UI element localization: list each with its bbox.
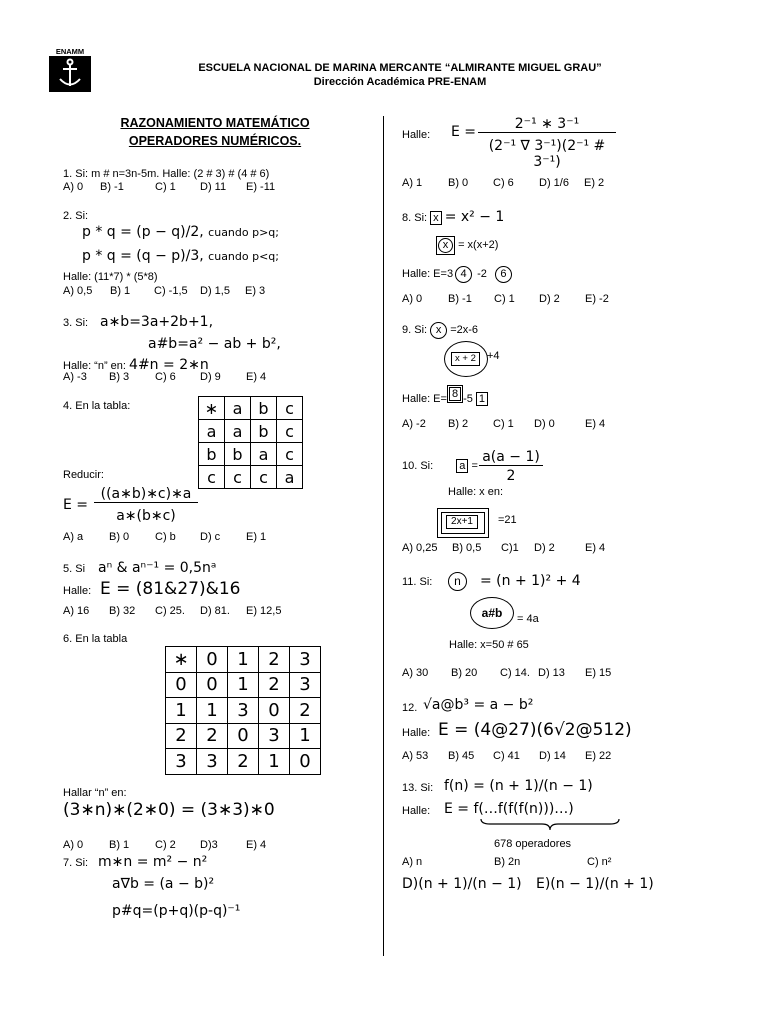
problem-11-find: Halle: x=50 # 65 [449,639,529,651]
table-cell: c [277,397,303,420]
problem-10-label [402,459,478,473]
table-cell: 2 [197,723,228,749]
option-b: B) 1 [110,285,131,297]
option-a: A) 16 [63,605,90,617]
option-d: D) 9 [200,371,221,383]
problem-8-options [402,293,632,307]
problem-9-def1-row [402,322,478,339]
option-d: D) 11 [200,181,227,193]
problem-13-option-c: C) n² [587,856,612,868]
box-a: a [456,459,468,473]
table-cell: a [225,420,251,443]
table-cell: c [277,443,303,466]
problem-10-rhs: =21 [498,514,517,526]
table-cell: 3 [290,672,321,698]
problem-12-find-expr: E = (4@27)(6√2@512) [438,720,632,740]
option-c: C) 6 [493,177,514,189]
table-cell: c [199,466,225,489]
problem-5-find-label: Halle: [63,585,92,597]
problem-10-options [402,542,632,556]
option-e: E) 1 [246,531,267,543]
option-b: B) 20 [451,667,478,679]
table-row [166,698,321,724]
table-cell: 0 [197,672,228,698]
circle-x: x [438,238,453,253]
table-cell: 1 [290,723,321,749]
num-8: 8 [449,387,461,401]
label: 8. Si: [402,212,428,224]
problem-11-options [402,667,632,681]
table-cell: 1 [228,647,259,673]
problem-6-label: 6. En la tabla [63,633,128,645]
problem-12-options [402,750,632,764]
option-d: D)3 [200,839,218,851]
table-cell: 0 [259,698,290,724]
problem-6-find-expr: (3∗n)∗(2∗0) = (3∗3)∗0 [63,800,275,820]
problem-4-label: 4. En la tabla: [63,400,131,412]
table-row [166,672,321,698]
option-c: C) 6 [155,371,176,383]
table-cell: 2 [259,672,290,698]
table-row [199,443,303,466]
table-cell: 2 [259,647,290,673]
problem-7-def1: m∗n = m² − n² [98,854,208,870]
problem-5-options [63,605,293,619]
option-a: A) 1 [402,177,423,189]
option-a: A) -2 [402,418,426,430]
option-b: B) 2 [448,418,469,430]
def1: =2x-6 [450,324,479,336]
problem-9-find [402,390,488,408]
problem-7-def3: p#q=(p+q)(p-q)⁻¹ [112,903,241,919]
problem-2-def2 [82,248,279,264]
problem-10-numerator: a(a − 1) [479,449,543,466]
label: 10. Si: [402,460,434,472]
option-b: B) 0 [109,531,130,543]
table-cell: 3 [197,749,228,775]
table-row [166,749,321,775]
find-label: Halle: “n” en: [63,360,126,372]
table-cell: a [277,466,303,489]
problem-8-def2-row [436,236,498,255]
problem-10-denominator: 2 [506,468,516,484]
table-cell: b [251,397,277,420]
option-d: D) 0 [534,418,555,430]
table-row [199,397,303,420]
table-cell: b [225,443,251,466]
problem-12-find-label: Halle: [402,727,431,739]
option-b: B) 0,5 [452,542,482,554]
problem-7-def2: a∇b = (a − b)² [112,876,215,892]
problem-2-label: 2. Si: [63,210,89,222]
minus-5: -5 [463,393,473,405]
box-1: 1 [476,392,488,406]
option-e: E) 4 [585,418,606,430]
circled-6: 6 [495,266,512,283]
option-b: B) -1 [448,293,472,305]
circled-4: 4 [455,266,472,283]
def1-expr: p * q = (p − q)/2, [82,224,204,240]
option-c: C) 2 [155,839,176,851]
minus-2: -2 [477,268,487,280]
def2-cond: cuando p<q; [208,250,280,263]
option-c: C) 14. [500,667,530,679]
problem-7-denominator: (2⁻¹ ∇ 3⁻¹)(2⁻¹ # 3⁻¹) [488,138,606,170]
circle-x: x [430,322,447,339]
problem-11-def1: = (n + 1)² + 4 [480,573,581,589]
problem-11-label: 11. Si: [402,576,433,588]
problem-10-find: Halle: x en: [448,486,504,498]
underbrace [480,818,620,837]
table-cell: 3 [259,723,290,749]
option-a: A) 53 [402,750,429,762]
problem-9-options [402,418,632,432]
table-cell: 1 [228,672,259,698]
option-c: C) -1,5 [154,285,188,297]
problem-13-brace-label: 678 operadores [494,838,572,850]
eq: = [471,460,478,472]
problem-5-def: aⁿ & aⁿ⁻¹ = 0,5nᵃ [98,560,217,576]
problem-3-def2: a#b=a² − ab + b², [148,336,281,352]
problem-5-label: 5. Si [63,563,86,575]
problem-2-def1 [82,224,279,240]
def1: = x² − 1 [444,209,505,225]
problem-9-plus4: +4 [487,350,500,362]
table-row [199,466,303,489]
option-a: A) -3 [63,371,87,383]
option-e: E) -11 [246,181,276,193]
double-box-8 [447,385,463,403]
problem-13-find-expr: E = f(…f(f(f(n)))…) [444,801,574,817]
operation-table-6 [165,646,321,775]
table-cell: a [199,420,225,443]
table-cell: 0 [228,723,259,749]
table-cell: b [251,420,277,443]
school-name: ESCUELA NACIONAL DE MARINA MERCANTE “ALMIRANTE MIGUEL GRAU” [198,62,602,74]
table-row [166,723,321,749]
option-a: A) 30 [402,667,429,679]
problem-10-inner-box: 2x+1 [446,515,478,529]
table-cell: 2 [228,749,259,775]
logo-text: ENAMM [55,47,85,56]
find-text: Halle: E=3 [402,268,454,280]
label: 9. Si: [402,324,428,336]
table-cell: c [225,466,251,489]
column-divider [383,116,384,956]
table-cell: a [251,443,277,466]
problem-13-label: 13. Si: [402,782,434,794]
box-operator: x [430,211,442,225]
option-e: E) 4 [246,839,267,851]
option-a: A) 0,25 [402,542,438,554]
table-cell: a [225,397,251,420]
table-cell: 0 [290,749,321,775]
department-name: Dirección Académica PRE-ENAM [313,76,487,88]
table-row [166,647,321,673]
problem-3-options [63,371,293,385]
table-cell: 0 [166,672,197,698]
option-a: A) 0 [63,839,84,851]
circle-box-operator [436,236,455,255]
option-d: D) 2 [534,542,555,554]
problem-2-find: Halle: (11*7) * (5*8) [63,271,158,283]
table-cell: 1 [166,698,197,724]
problem-11-def2: = 4a [517,613,539,625]
problem-2-options [63,285,293,299]
problem-5-find-expr: E = (81&27)&16 [100,579,241,599]
option-e: E) 4 [585,542,606,554]
problem-1-stem: 1. Si: m # n=3n-5m. Halle: (2 # 3) # (4 # 6) [63,168,270,180]
option-d: D) 13 [538,667,565,679]
table-cell: c [251,466,277,489]
problem-7-E-label: E = [451,124,477,140]
def1-cond: cuando p>q; [208,226,280,239]
problem-1-options [63,181,293,195]
problem-7-label: 7. Si: [63,857,89,869]
option-c: C) 25. [155,605,185,617]
problem-4-E-label: E = [63,497,89,513]
option-d: D) 1/6 [539,177,569,189]
def2: = x(x+2) [458,239,499,251]
problem-3-def1: a∗b=3a+2b+1, [100,314,214,330]
table-cell: 1 [197,698,228,724]
option-b: B) 1 [109,839,130,851]
option-b: B) 0 [448,177,469,189]
option-b: B) 3 [109,371,130,383]
problem-4-denominator: a∗(b∗c) [116,508,176,524]
problem-6-options [63,839,293,853]
find-expr: 4#n = 2∗n [129,357,209,373]
option-b: B) 32 [109,605,136,617]
option-e: E) 22 [585,750,612,762]
option-c: C) 1 [494,293,515,305]
table-cell: 2 [290,698,321,724]
option-d: D) c [200,531,221,543]
option-d: D) 2 [539,293,560,305]
problem-9-inner-box: x + 2 [451,352,480,366]
problem-7-find-label: Halle: [402,129,431,141]
problem-13-option-b: B) 2n [494,856,521,868]
worksheet-title: RAZONAMIENTO MATEMÁTICO [120,116,310,130]
option-a: A) a [63,531,84,543]
table-cell: b [199,443,225,466]
problem-4-reduce: Reducir: [63,469,104,481]
option-e: E) 15 [585,667,612,679]
problem-13-option-d: D)(n + 1)/(n − 1) [402,876,522,892]
problem-11-circle-n: n [448,572,467,591]
problem-11-circle-ab: a#b [470,597,514,629]
problem-6-find-label: Hallar “n” en: [63,787,127,799]
option-c: C) 1 [493,418,514,430]
problem-13-find-label: Halle: [402,805,431,817]
problem-13-option-a: A) n [402,856,423,868]
option-e: E) -2 [585,293,609,305]
table-cell: ∗ [199,397,225,420]
option-c: C)1 [501,542,519,554]
table-cell: c [277,420,303,443]
problem-4-numerator: ((a∗b)∗c)∗a [94,486,198,503]
option-e: E) 4 [246,371,267,383]
option-c: C) 41 [493,750,520,762]
option-c: C) b [155,531,176,543]
find-text: Halle: E= [402,393,447,405]
table-row [199,420,303,443]
option-b: B) -1 [100,181,124,193]
problem-3-label: 3. Si: [63,317,89,329]
option-e: E) 2 [584,177,605,189]
option-c: C) 1 [155,181,176,193]
option-a: A) 0 [63,181,84,193]
problem-12-def: √a@b³ = a − b² [423,697,534,713]
option-d: D) 81. [200,605,230,617]
def2-expr: p * q = (q − p)/3, [82,248,204,264]
table-cell: 3 [290,647,321,673]
operation-table-4 [198,396,303,489]
option-d: D) 1,5 [200,285,230,297]
option-a: A) 0 [402,293,423,305]
worksheet-subtitle: OPERADORES NUMÉRICOS. [128,134,302,148]
enam-logo [49,46,91,92]
option-e: E) 3 [245,285,266,297]
table-cell: 1 [259,749,290,775]
table-cell: 3 [228,698,259,724]
problem-7-numerator: 2⁻¹ ∗ 3⁻¹ [478,116,616,133]
problem-13-option-e: E)(n − 1)/(n + 1) [536,876,654,892]
table-cell: 2 [166,723,197,749]
table-cell: ∗ [166,647,197,673]
table-cell: 3 [166,749,197,775]
problem-7-options [402,177,632,191]
problem-8-find [402,266,512,283]
option-a: A) 0,5 [63,285,93,297]
table-cell: 0 [197,647,228,673]
problem-4-options [63,531,293,545]
option-b: B) 45 [448,750,475,762]
problem-8-def1-row [402,209,504,225]
problem-13-def: f(n) = (n + 1)/(n − 1) [444,778,593,794]
problem-12-label: 12. [402,702,418,714]
option-e: E) 12,5 [246,605,282,617]
option-d: D) 14 [539,750,566,762]
